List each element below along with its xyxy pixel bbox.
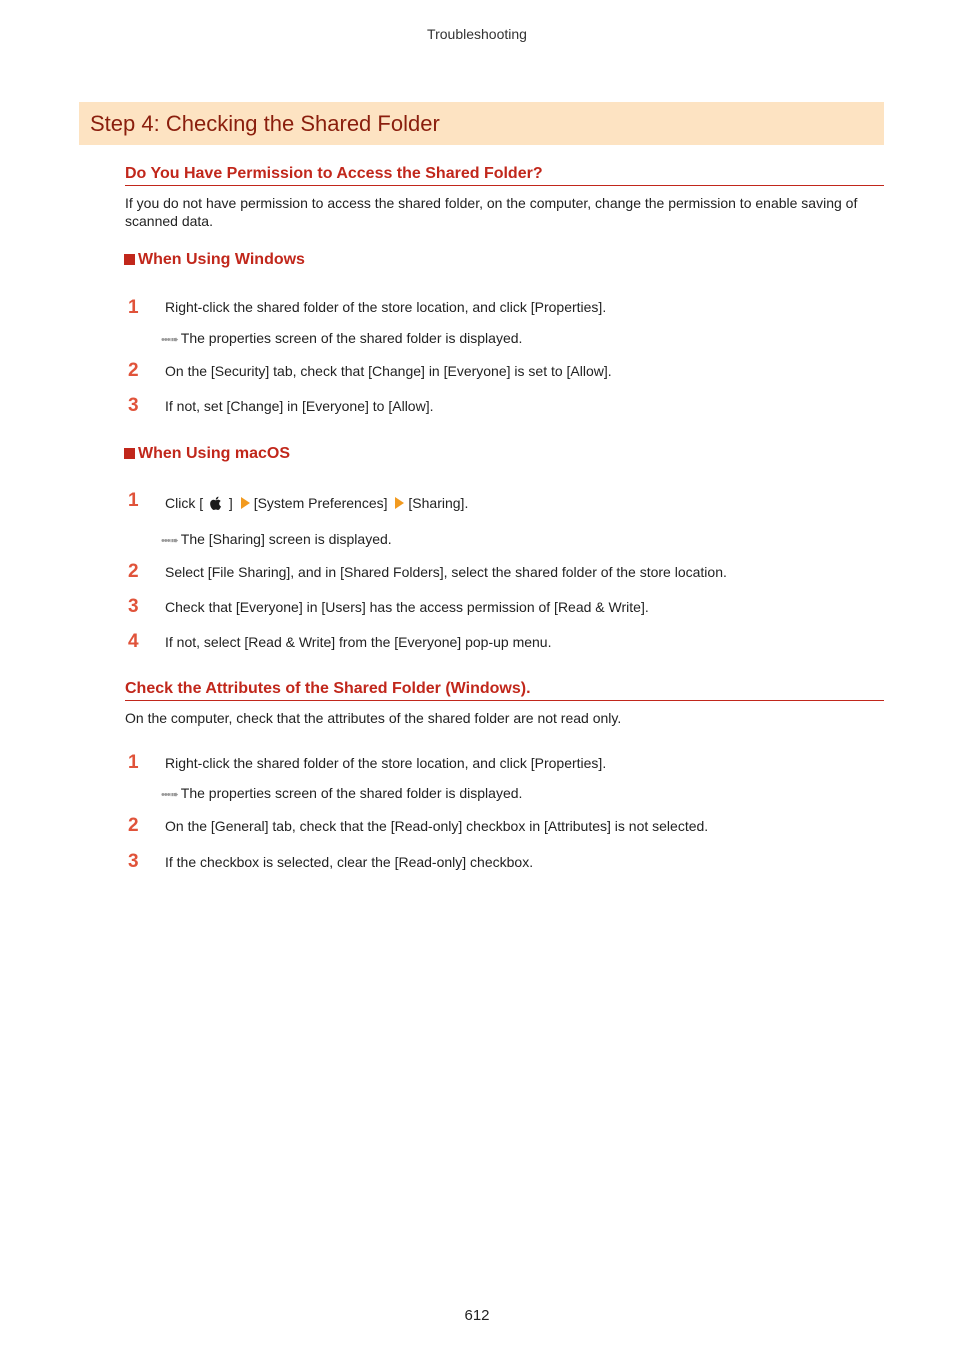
attributes-step-1-text: Right-click the shared folder of the store location, and click [Properties]. — [165, 755, 607, 771]
title-band — [79, 102, 884, 145]
attributes-step-1-result — [161, 784, 522, 804]
page-title: Step 4: Checking the Shared Folder — [90, 111, 440, 136]
square-bullet-icon — [124, 254, 135, 265]
menu-arrow-icon — [241, 497, 250, 509]
macos-step-1-result-text: The [Sharing] screen is displayed. — [180, 531, 392, 547]
attributes-step-1-result-text: The properties screen of the shared folder is displayed. — [180, 785, 523, 801]
result-arrow-icon: •••➠ — [161, 334, 178, 346]
macos-step-1-number: 1 — [128, 490, 139, 511]
macos-step-3-number: 3 — [128, 596, 139, 617]
macos-step-1-result — [161, 530, 392, 550]
menu-arrow-icon — [395, 497, 404, 509]
macos-step-4-number: 4 — [128, 631, 139, 652]
windows-step-1-result-text: The properties screen of the shared folder is displayed. — [180, 330, 523, 346]
macos-step-1-text — [165, 494, 468, 512]
windows-step-2-number: 2 — [128, 360, 139, 381]
windows-step-1-result — [161, 329, 522, 349]
macos-step-2-number: 2 — [128, 561, 139, 582]
square-bullet-icon — [124, 448, 135, 459]
windows-step-3-text: If not, set [Change] in [Everyone] to [Allow]. — [165, 398, 434, 414]
result-arrow-icon: •••➠ — [161, 789, 178, 801]
macos-subheading-label: When Using macOS — [138, 445, 291, 462]
macos-step-3-text: Check that [Everyone] in [Users] has the access permission of [Read & Write]. — [165, 599, 649, 615]
page-number: 612 — [464, 1307, 490, 1324]
permission-heading: Do You Have Permission to Access the Shared Folder? — [125, 164, 884, 186]
menu-system-preferences: [System Preferences] — [253, 495, 388, 511]
menu-sharing: [Sharing]. — [408, 495, 469, 511]
result-arrow-icon: •••➠ — [161, 535, 178, 547]
running-head: Troubleshooting — [427, 26, 527, 42]
windows-step-2-text: On the [Security] tab, check that [Change] in [Everyone] is set to [Allow]. — [165, 363, 612, 379]
windows-step-1-number: 1 — [128, 297, 139, 318]
click-suffix: ] — [228, 495, 233, 511]
permission-body: If you do not have permission to access the shared folder, on the computer, change the permission to enable saving of scanned data. — [125, 195, 858, 229]
windows-step-3-number: 3 — [128, 395, 139, 416]
attributes-step-3-text: If the checkbox is selected, clear the [Read-only] checkbox. — [165, 854, 534, 870]
macos-step-2-text: Select [File Sharing], and in [Shared Folders], select the shared folder of the store location. — [165, 564, 727, 580]
macos-step-4-text: If not, select [Read & Write] from the [Everyone] pop-up menu. — [165, 634, 552, 650]
apple-icon — [207, 494, 225, 512]
attributes-step-3-number: 3 — [128, 851, 139, 872]
click-prefix: Click [ — [165, 495, 204, 511]
windows-subheading — [124, 250, 305, 270]
macos-subheading — [124, 444, 290, 464]
attributes-step-2-text: On the [General] tab, check that the [Read-only] checkbox in [Attributes] is not selected. — [165, 818, 709, 834]
windows-step-1-text: Right-click the shared folder of the store location, and click [Properties]. — [165, 299, 607, 315]
attributes-step-2-number: 2 — [128, 815, 139, 836]
windows-subheading-label: When Using Windows — [138, 251, 305, 268]
attributes-step-1-number: 1 — [128, 752, 139, 773]
attributes-heading: Check the Attributes of the Shared Folder (Windows). — [125, 679, 884, 701]
attributes-body: On the computer, check that the attributes of the shared folder are not read only. — [125, 710, 622, 726]
